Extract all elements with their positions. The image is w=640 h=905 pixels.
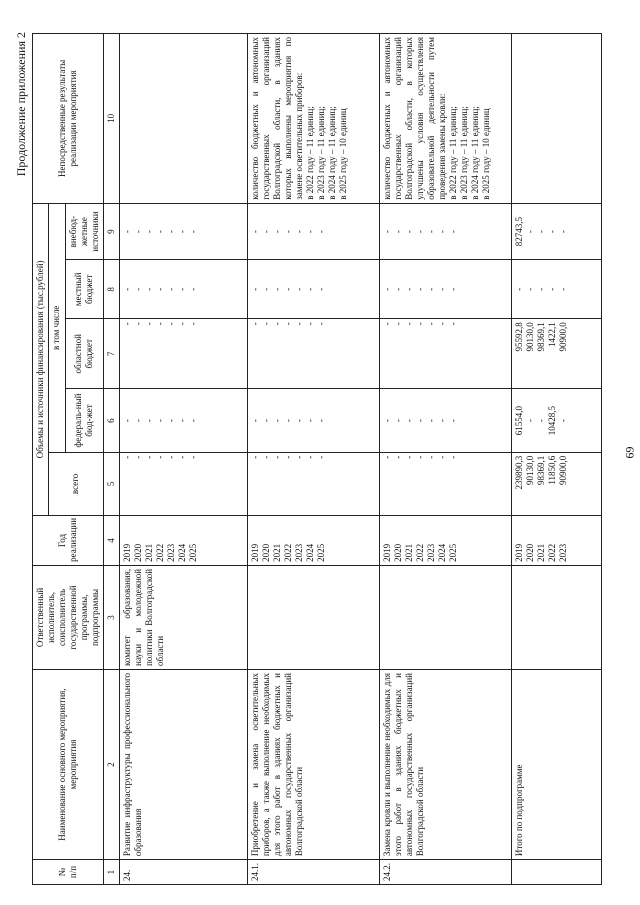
federal-value: - <box>535 419 546 423</box>
regional-value: - <box>425 322 436 326</box>
extra-value: - <box>282 230 293 234</box>
results-cell <box>379 34 511 204</box>
continuation-title: Продолжение приложения 2 <box>14 32 28 177</box>
year-value: 2020 <box>524 543 535 562</box>
column-number: 1 <box>103 860 119 885</box>
regional-list <box>247 319 379 389</box>
header-no: № п/п <box>33 860 104 885</box>
header-funding: Объемы и источники финансирования (тыс.рублей) <box>33 203 49 515</box>
total-list <box>119 452 247 515</box>
local-list <box>119 260 247 319</box>
extra-value: - <box>271 230 282 234</box>
extra-value: - <box>304 230 315 234</box>
extra-value: - <box>414 230 425 234</box>
results-cell <box>119 34 247 204</box>
federal-value: - <box>436 419 447 423</box>
year-list <box>511 516 601 566</box>
results-cell <box>247 34 379 204</box>
federal-value: 61554,0 <box>513 405 524 436</box>
responsible-executor <box>511 565 601 669</box>
year-value: 2021 <box>403 543 414 562</box>
regional-value: - <box>249 322 260 326</box>
activity-name: Развитие инфраструктуры профессионального образования <box>119 670 247 860</box>
regional-value: 1422,1 <box>546 322 557 347</box>
federal-value: - <box>304 419 315 423</box>
table-row <box>379 34 511 885</box>
regional-value: 90900,0 <box>557 322 568 352</box>
total-value: - <box>165 455 176 459</box>
total-value: - <box>154 455 165 459</box>
local-value: - <box>535 287 546 291</box>
header-responsible: Ответственный исполнитель, соисполнитель государственной программы, подпрограммы <box>33 565 104 669</box>
federal-list <box>119 389 247 452</box>
result-line: в 2025 году – 10 единиц <box>480 108 491 200</box>
year-value: 2020 <box>260 543 271 562</box>
total-list <box>247 452 379 515</box>
extra-value: 82743,5 <box>513 216 524 247</box>
column-number: 4 <box>103 516 119 566</box>
regional-value: - <box>282 322 293 326</box>
year-value: 2024 <box>436 543 447 562</box>
header-local: местный бюджет <box>65 260 103 319</box>
column-number: 5 <box>103 452 119 515</box>
extra-value: - <box>436 230 447 234</box>
header-year: Год реализации <box>33 516 104 566</box>
extra-value: - <box>392 230 403 234</box>
year-value: 2021 <box>143 543 154 562</box>
total-value: - <box>425 455 436 459</box>
result-line: в 2022 году – 11 единиц; <box>304 106 315 200</box>
row-number <box>511 860 601 885</box>
header-total: всего <box>48 452 103 515</box>
extra-value: - <box>154 230 165 234</box>
local-value: - <box>260 287 271 291</box>
regional-value: 90130,0 <box>524 322 535 352</box>
total-value: 90900,0 <box>557 455 568 485</box>
total-value: - <box>260 455 271 459</box>
extra-value: - <box>132 230 143 234</box>
total-value: - <box>436 455 447 459</box>
regional-value: - <box>260 322 271 326</box>
result-line: в 2024 году – 11 единиц; <box>469 106 480 200</box>
federal-value: - <box>293 419 304 423</box>
result-line: в 2023 году – 11 единиц; <box>315 106 326 200</box>
federal-value: 10428,5 <box>546 405 557 436</box>
year-value: 2023 <box>165 543 176 562</box>
responsible-executor <box>247 565 379 669</box>
regional-value: - <box>143 322 154 326</box>
local-list <box>511 260 601 319</box>
column-number: 2 <box>103 670 119 860</box>
total-value: - <box>282 455 293 459</box>
federal-value: - <box>403 419 414 423</box>
regional-value: 95592,8 <box>513 322 524 352</box>
federal-value: - <box>425 419 436 423</box>
total-value: - <box>132 455 143 459</box>
total-value: - <box>143 455 154 459</box>
year-value: 2019 <box>513 543 524 562</box>
column-number: 9 <box>103 203 119 260</box>
header-extra: внебюд-жетные источники <box>65 203 103 260</box>
regional-value: - <box>176 322 187 326</box>
table-row <box>247 34 379 885</box>
extra-value: - <box>165 230 176 234</box>
year-value: 2023 <box>293 543 304 562</box>
regional-value: - <box>414 322 425 326</box>
total-value: 98369,1 <box>535 455 546 485</box>
year-value: 2025 <box>187 543 198 562</box>
extra-value: - <box>176 230 187 234</box>
responsible-executor: комитет образования, науки и молодежной политики Волгоградской области <box>119 565 247 669</box>
year-value: 2024 <box>176 543 187 562</box>
year-value: 2020 <box>132 543 143 562</box>
result-line: в 2022 году – 11 единиц; <box>447 106 458 200</box>
year-value: 2019 <box>121 543 132 562</box>
local-value: - <box>165 287 176 291</box>
total-value: - <box>315 455 326 459</box>
local-value: - <box>403 287 414 291</box>
header-incl: в том числе <box>48 203 65 452</box>
total-value: - <box>121 455 132 459</box>
local-value: - <box>282 287 293 291</box>
page-number: 69 <box>623 446 637 459</box>
regional-value: 98369,1 <box>535 322 546 352</box>
row-number: 24. <box>119 860 247 885</box>
local-value: - <box>271 287 282 291</box>
activity-name: Итого по подпрограмме <box>511 670 601 860</box>
regional-value: - <box>132 322 143 326</box>
local-value: - <box>524 287 535 291</box>
column-number: 3 <box>103 565 119 669</box>
extra-value: - <box>143 230 154 234</box>
extra-value: - <box>260 230 271 234</box>
local-value: - <box>304 287 315 291</box>
total-value: - <box>447 455 458 459</box>
activity-name: Замена кровли и выполнение необходимых для этого работ в зданиях бюджетных и автономных государственных организаций Волгоградской области <box>379 670 511 860</box>
extra-value: - <box>403 230 414 234</box>
year-list <box>119 516 247 566</box>
federal-value: - <box>381 419 392 423</box>
column-number-row <box>103 34 119 885</box>
total-value: - <box>187 455 198 459</box>
regional-value: - <box>392 322 403 326</box>
results-cell <box>511 34 601 204</box>
federal-value: - <box>249 419 260 423</box>
year-value: 2023 <box>557 543 568 562</box>
federal-value: - <box>121 419 132 423</box>
header-federal: федераль-ный бюд-жет <box>65 389 103 452</box>
header-results: Непосредственные результаты реализации мероприятия <box>33 34 104 204</box>
federal-value: - <box>315 419 326 423</box>
local-value: - <box>154 287 165 291</box>
extra-value: - <box>121 230 132 234</box>
year-value: 2019 <box>381 543 392 562</box>
total-value: - <box>304 455 315 459</box>
column-number: 8 <box>103 260 119 319</box>
year-value: 2025 <box>315 543 326 562</box>
regional-value: - <box>436 322 447 326</box>
column-number: 6 <box>103 389 119 452</box>
extra-list <box>247 203 379 260</box>
program-table <box>32 33 602 885</box>
table-row <box>119 34 247 885</box>
local-value: - <box>557 287 568 291</box>
local-value: - <box>546 287 557 291</box>
extra-value: - <box>381 230 392 234</box>
year-value: 2019 <box>249 543 260 562</box>
result-line: количество бюджетных и автономных государственных организаций Волгоградской области, в которых улучшены условия осуществления образовательной деятельности путем проведения замены кровли: <box>381 37 447 200</box>
regional-value: - <box>187 322 198 326</box>
local-value: - <box>414 287 425 291</box>
local-list <box>379 260 511 319</box>
header-name: Наименование основного мероприятия, мероприятия <box>33 670 104 860</box>
regional-value: - <box>403 322 414 326</box>
row-number: 24.2. <box>379 860 511 885</box>
federal-value: - <box>176 419 187 423</box>
regional-list <box>379 319 511 389</box>
header-regional: областной бюджет <box>65 319 103 389</box>
federal-value: - <box>524 419 535 423</box>
result-line: количество бюджетных и автономных государственных организаций Волгоградской области, в зданиях которых выполнены мероприятия по замене осветительных приборов: <box>249 37 304 200</box>
local-list <box>247 260 379 319</box>
federal-value: - <box>447 419 458 423</box>
year-value: 2022 <box>546 543 557 562</box>
local-value: - <box>447 287 458 291</box>
extra-value: - <box>535 230 546 234</box>
column-number: 7 <box>103 319 119 389</box>
local-value: - <box>381 287 392 291</box>
total-list <box>379 452 511 515</box>
column-number: 10 <box>103 34 119 204</box>
local-value: - <box>143 287 154 291</box>
federal-value: - <box>187 419 198 423</box>
total-value: - <box>381 455 392 459</box>
extra-value: - <box>447 230 458 234</box>
total-value: - <box>271 455 282 459</box>
extra-list <box>379 203 511 260</box>
regional-list <box>511 319 601 389</box>
total-value: - <box>176 455 187 459</box>
total-value: 90130,0 <box>524 455 535 485</box>
local-value: - <box>176 287 187 291</box>
regional-value: - <box>271 322 282 326</box>
federal-value: - <box>165 419 176 423</box>
federal-list <box>379 389 511 452</box>
federal-list <box>247 389 379 452</box>
regional-value: - <box>293 322 304 326</box>
federal-list <box>511 389 601 452</box>
year-value: 2025 <box>447 543 458 562</box>
result-line: в 2023 году – 11 единиц; <box>458 106 469 200</box>
federal-value: - <box>154 419 165 423</box>
total-value: - <box>293 455 304 459</box>
local-value: - <box>425 287 436 291</box>
local-value: - <box>121 287 132 291</box>
year-value: 2024 <box>304 543 315 562</box>
regional-value: - <box>447 322 458 326</box>
result-line: в 2024 году – 11 единиц; <box>326 106 337 200</box>
local-value: - <box>392 287 403 291</box>
total-value: 11850,6 <box>546 455 557 485</box>
year-value: 2021 <box>535 543 546 562</box>
extra-list <box>119 203 247 260</box>
local-value: - <box>513 287 524 291</box>
year-list <box>379 516 511 566</box>
regional-value: - <box>165 322 176 326</box>
extra-value: - <box>187 230 198 234</box>
local-value: - <box>436 287 447 291</box>
total-value: - <box>392 455 403 459</box>
total-value: - <box>414 455 425 459</box>
responsible-executor <box>379 565 511 669</box>
federal-value: - <box>260 419 271 423</box>
year-value: 2022 <box>414 543 425 562</box>
total-value: 239890,3 <box>513 455 524 490</box>
total-list <box>511 452 601 515</box>
federal-value: - <box>282 419 293 423</box>
year-value: 2023 <box>425 543 436 562</box>
local-value: - <box>315 287 326 291</box>
total-value: - <box>403 455 414 459</box>
table-row <box>511 34 601 885</box>
activity-name: Приобретение и замена осветительных приборов, а также выполнение необходимых для этого работ в зданиях бюджетных и автономных государственных организаций Волгоградской области <box>247 670 379 860</box>
federal-value: - <box>143 419 154 423</box>
year-value: 2022 <box>282 543 293 562</box>
year-value: 2021 <box>271 543 282 562</box>
year-value: 2020 <box>392 543 403 562</box>
local-value: - <box>249 287 260 291</box>
result-line: в 2025 году – 10 единиц <box>337 108 348 200</box>
local-value: - <box>187 287 198 291</box>
extra-value: - <box>546 230 557 234</box>
extra-value: - <box>425 230 436 234</box>
regional-value: - <box>315 322 326 326</box>
federal-value: - <box>414 419 425 423</box>
year-list <box>247 516 379 566</box>
federal-value: - <box>271 419 282 423</box>
federal-value: - <box>392 419 403 423</box>
row-number: 24.1. <box>247 860 379 885</box>
year-value: 2022 <box>154 543 165 562</box>
federal-value: - <box>557 419 568 423</box>
extra-list <box>511 203 601 260</box>
local-value: - <box>132 287 143 291</box>
extra-value: - <box>557 230 568 234</box>
local-value: - <box>293 287 304 291</box>
regional-value: - <box>381 322 392 326</box>
extra-value: - <box>249 230 260 234</box>
federal-value: - <box>132 419 143 423</box>
total-value: - <box>249 455 260 459</box>
regional-value: - <box>304 322 315 326</box>
regional-value: - <box>121 322 132 326</box>
regional-value: - <box>154 322 165 326</box>
regional-list <box>119 319 247 389</box>
extra-value: - <box>315 230 326 234</box>
extra-value: - <box>293 230 304 234</box>
extra-value: - <box>524 230 535 234</box>
